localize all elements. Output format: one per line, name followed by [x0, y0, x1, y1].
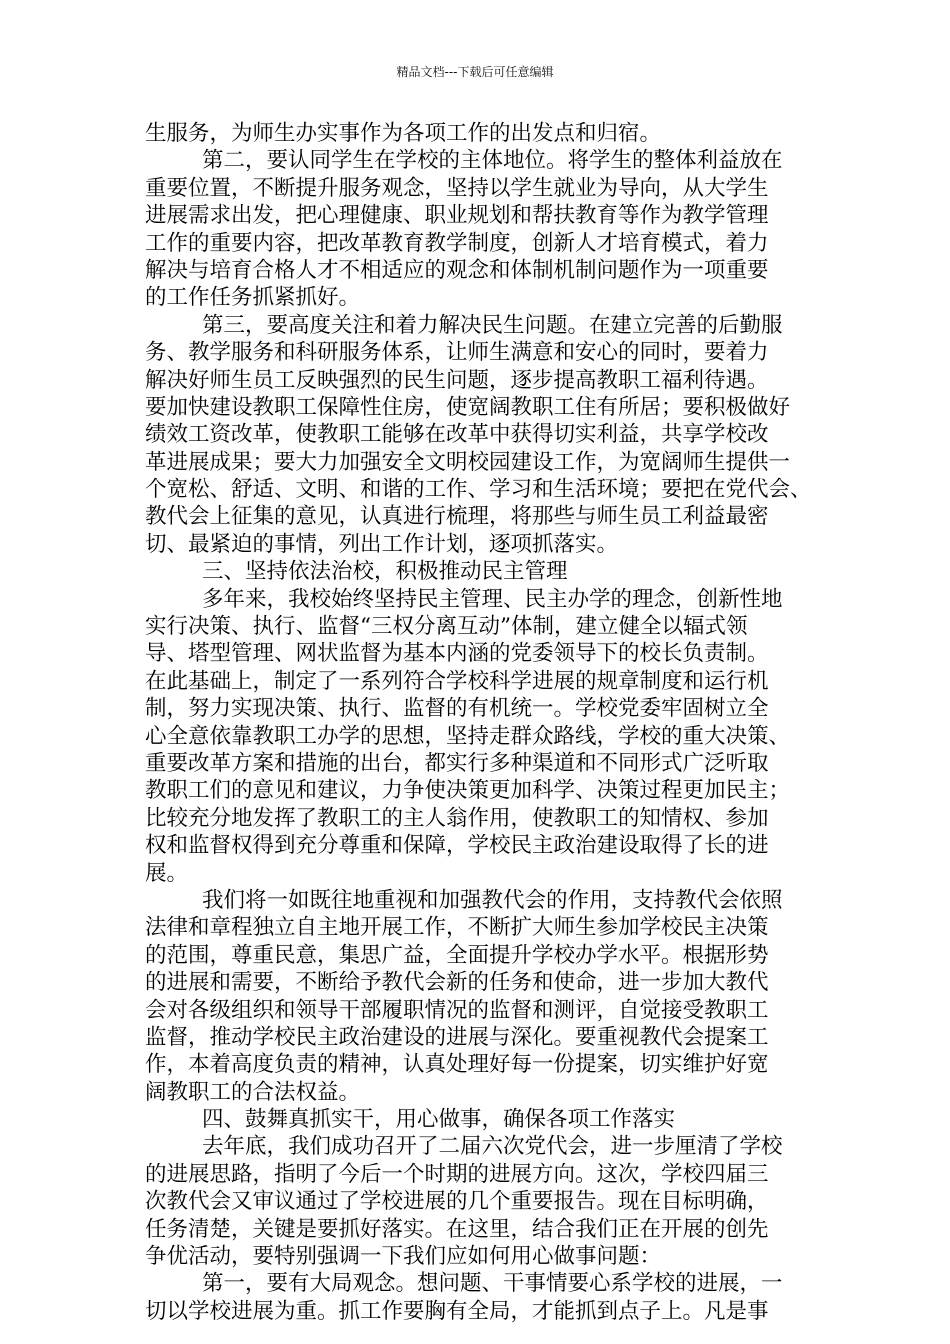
- document-body: [145, 120, 825, 1325]
- text-line: 解决好师生员工反映强烈的民生问题，逐步提高教职工福利待遇。: [145, 367, 769, 393]
- text-line: 重要位置，不断提升服务观念，坚持以学生就业为导向，从大学生: [145, 175, 769, 201]
- text-line: 生服务，为师生办实事作为各项工作的出发点和归宿。: [145, 121, 662, 146]
- text-line: 第一，要有大局观念。想问题、干事情要心系学校的进展，一: [202, 1271, 783, 1297]
- text-line: 要加快建设教职工保障性住房，使宽阔教职工住有所居；要积极做好: [145, 394, 791, 420]
- text-line: 教代会上征集的意见，认真进行梳理，将那些与师生员工利益最密: [145, 504, 769, 530]
- text-line: 比较充分地发挥了教职工的主人翁作用，使教职工的知情权、参加: [145, 805, 769, 831]
- text-line: 心全意依靠教职工办学的思想，坚持走群众路线，学校的重大决策、: [145, 723, 791, 749]
- text-line: 的工作任务抓紧抓好。: [145, 285, 361, 311]
- text-line: 革进展成果；要大力加强安全文明校园建设工作，为宽阔师生提供一: [145, 449, 791, 475]
- text-line: 重要改革方案和措施的出台，都实行多种渠道和不同形式广泛听取: [145, 750, 769, 776]
- text-line: 第三，要高度关注和着力解决民生问题。在建立完善的后勤服: [202, 312, 783, 338]
- text-line: 阔教职工的合法权益。: [145, 1079, 361, 1105]
- text-line: 个宽松、舒适、文明、和谐的工作、学习和生活环境；要把在党代会、: [145, 477, 812, 503]
- text-line: 监督，推动学校民主政治建设的进展与深化。要重视教代会提案工: [145, 1024, 769, 1050]
- text-line: 制，努力实现决策、执行、监督的有机统一。学校党委牢固树立全: [145, 696, 769, 722]
- text-line: 三、坚持依法治校，积极推动民主管理: [202, 559, 568, 585]
- text-line: 在此基础上，制定了一系列符合学校科学进展的规章制度和运行机: [145, 668, 769, 694]
- text-line: 导、塔型管理、网状监督为基本内涵的党委领导下的校长负责制。: [145, 641, 769, 667]
- text-line: 实行决策、执行、监督“三权分离互动”体制，建立健全以辐式领: [145, 614, 748, 640]
- text-line: 争优活动，要特别强调一下我们应如何用心做事问题：: [145, 1244, 662, 1270]
- text-line: 切、最紧迫的事情，列出工作计划，逐项抓落实。: [145, 531, 619, 557]
- text-line: 的进展思路，指明了今后一个时期的进展方向。这次，学校四届三: [145, 1161, 769, 1187]
- text-line: 展。: [145, 860, 189, 886]
- text-line: 第二，要认同学生在学校的主体地位。将学生的整体利益放在: [202, 148, 783, 174]
- text-line: 的范围，尊重民意，集思广益，全面提升学校办学水平。根据形势: [145, 942, 769, 968]
- text-line: 法律和章程独立自主地开展工作，不断扩大师生参加学校民主决策: [145, 915, 769, 941]
- text-line: 进展需求出发，把心理健康、职业规划和帮扶教育等作为教学管理: [145, 203, 769, 229]
- text-line: 权和监督权得到充分尊重和保障，学校民主政治建设取得了长的进: [145, 833, 769, 859]
- text-line: 作，本着高度负责的精神，认真处理好每一份提案，切实维护好宽: [145, 1052, 769, 1078]
- text-line: 我们将一如既往地重视和加强教代会的作用，支持教代会依照: [202, 887, 783, 913]
- text-line: 切以学校进展为重。抓工作要胸有全局，才能抓到点子上。凡是事: [145, 1298, 769, 1324]
- text-line: 多年来，我校始终坚持民主管理、民主办学的理念，创新性地: [202, 586, 783, 612]
- text-line: 务、教学服务和科研服务体系，让师生满意和安心的同时，要着力: [145, 340, 769, 366]
- text-line: 工作的重要内容，把改革教育教学制度，创新人才培育模式，着力: [145, 230, 769, 256]
- page-header: 精品文档---下载后可任意编辑: [396, 65, 554, 79]
- text-line: 解决与培育合格人才不相适应的观念和体制机制问题作为一项重要: [145, 257, 769, 283]
- text-line: 教职工们的意见和建议，力争使决策更加科学、决策过程更加民主；: [145, 778, 791, 804]
- text-line: 任务清楚，关键是要抓好落实。在这里，结合我们正在开展的创先: [145, 1216, 769, 1242]
- text-line: 次教代会又审议通过了学校进展的几个重要报告。现在目标明确，: [145, 1189, 769, 1215]
- text-line: 去年底，我们成功召开了二届六次党代会，进一步厘清了学校: [202, 1134, 783, 1160]
- text-line: 会对各级组织和领导干部履职情况的监督和测评，自觉接受教职工: [145, 997, 769, 1023]
- text-line: 的进展和需要，不断给予教代会新的任务和使命，进一步加大教代: [145, 970, 769, 996]
- text-line: 绩效工资改革，使教职工能够在改革中获得切实利益，共享学校改: [145, 422, 769, 448]
- text-line: 四、鼓舞真抓实干，用心做事，确保各项工作落实: [202, 1107, 676, 1133]
